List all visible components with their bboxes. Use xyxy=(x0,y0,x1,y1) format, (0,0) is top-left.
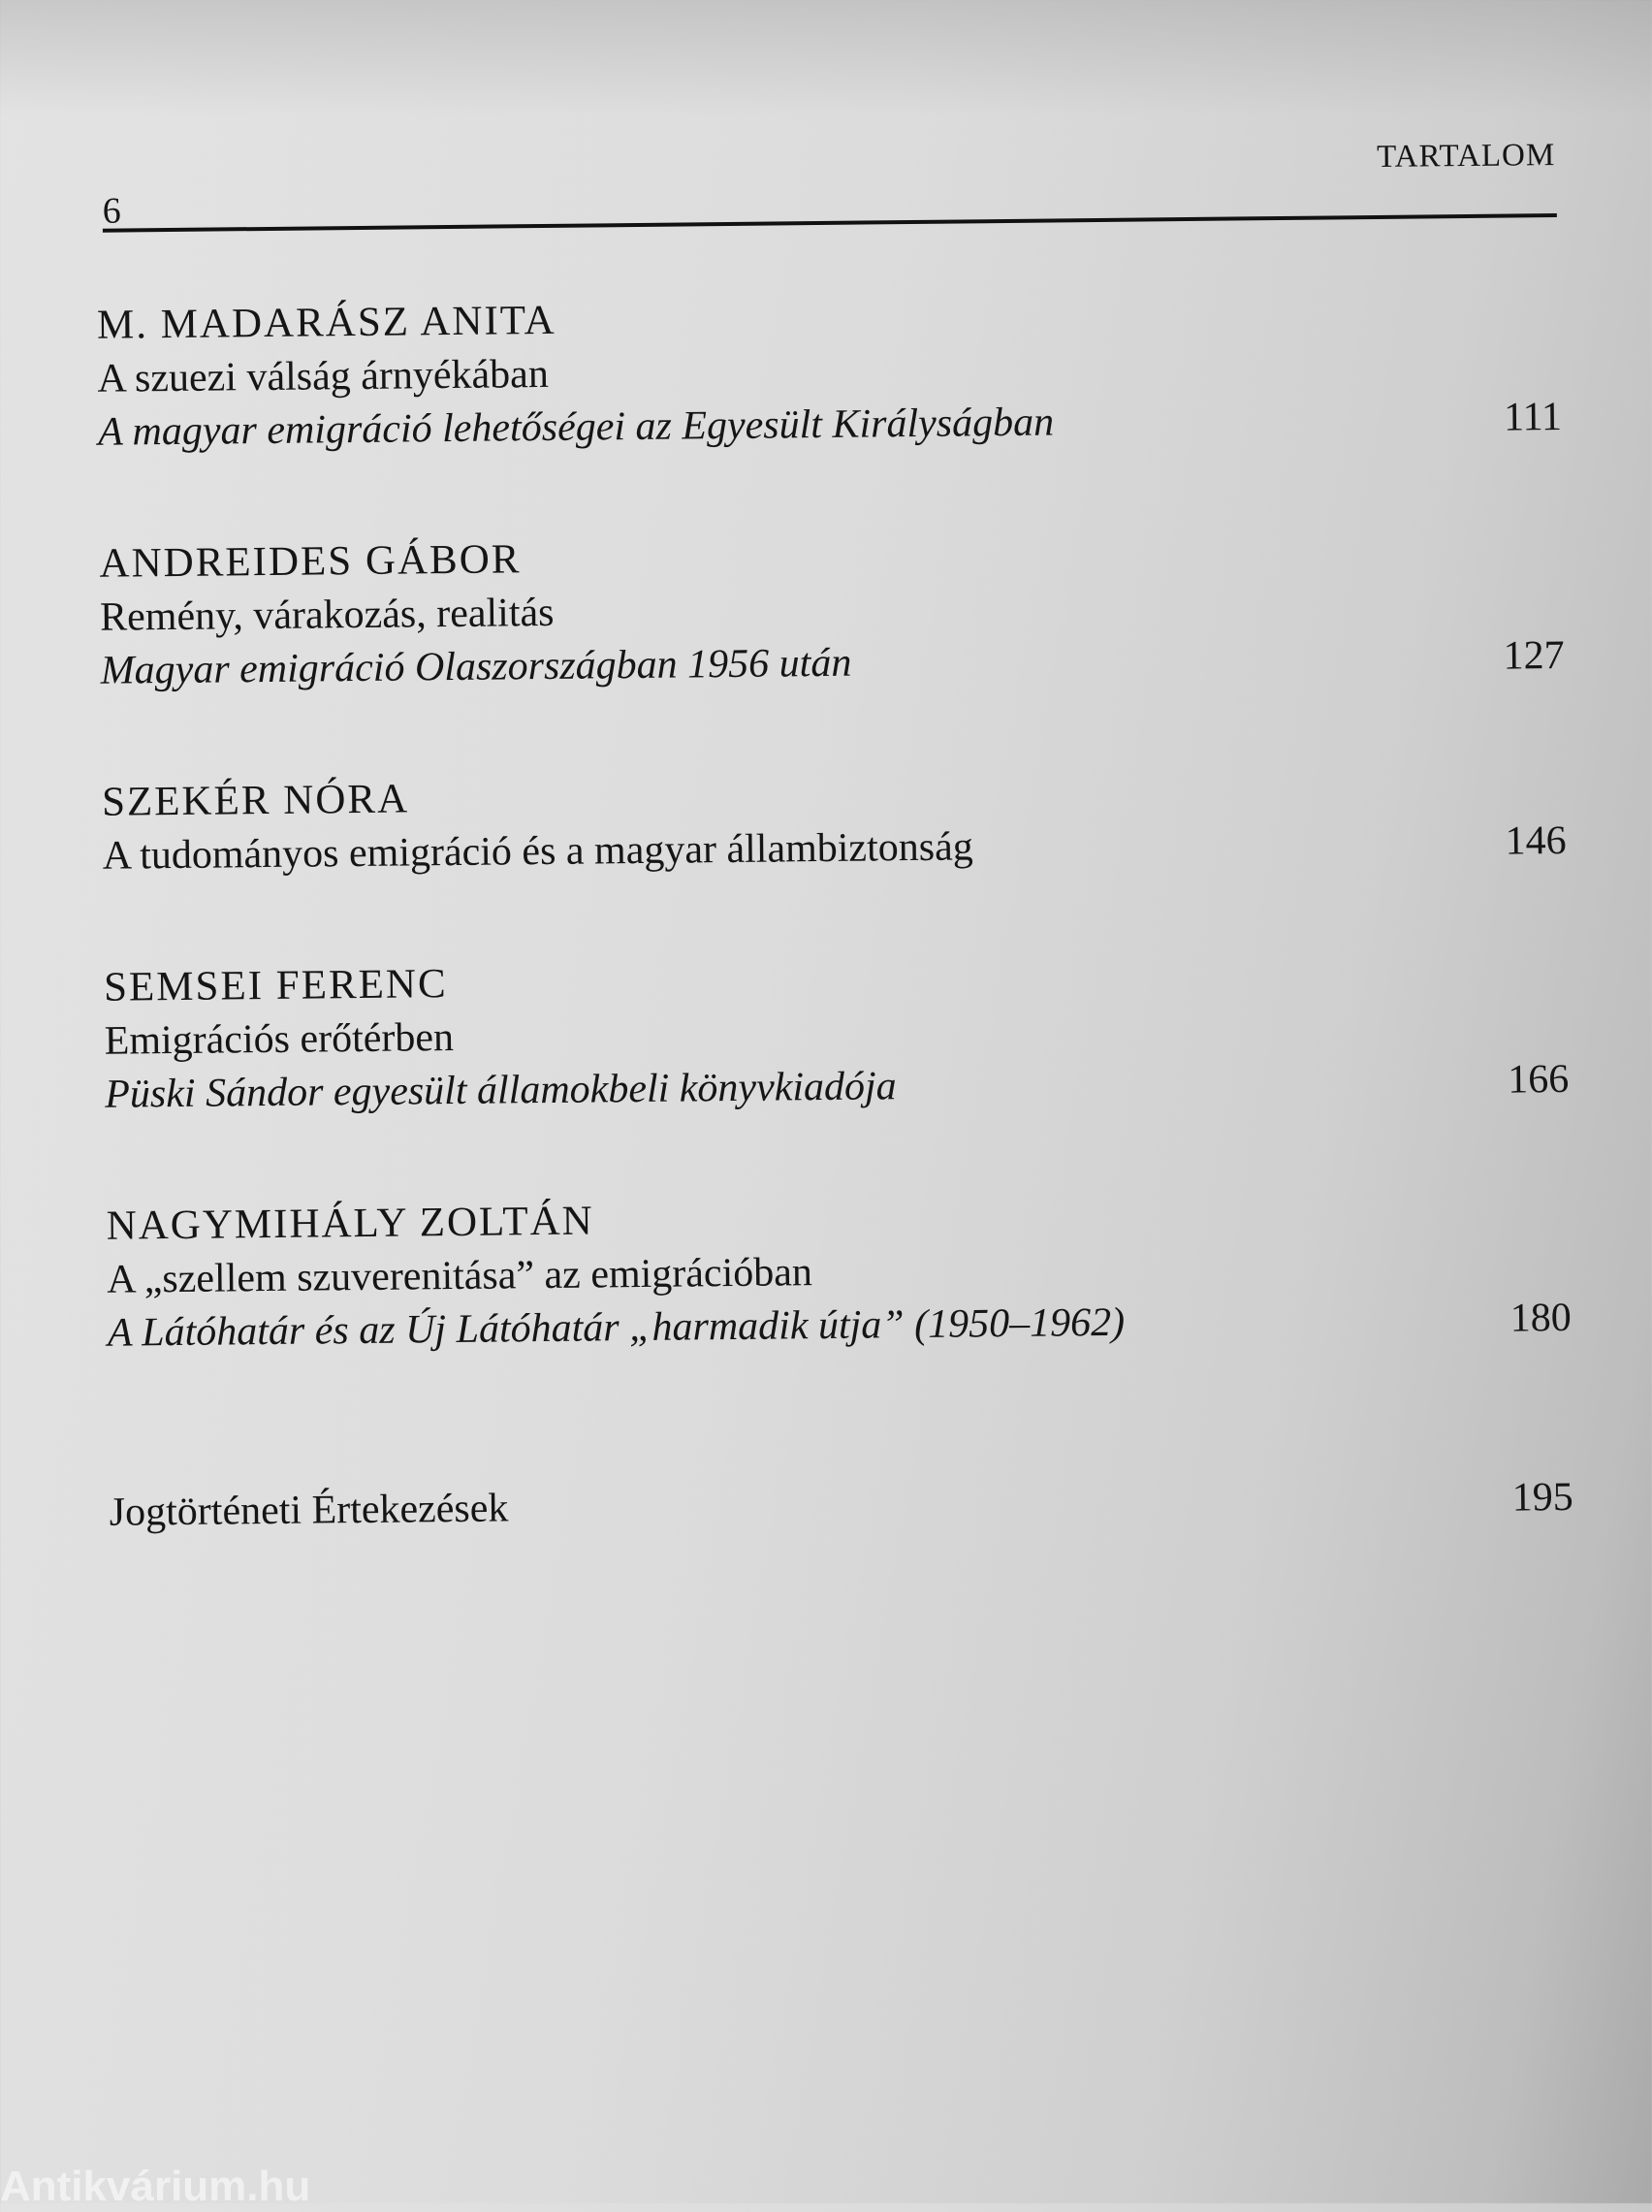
toc-entry xyxy=(102,760,1567,883)
entry-page-number: 127 xyxy=(1503,632,1565,679)
entry-title: Emigrációs erőtérben xyxy=(104,1014,455,1064)
entry-title: Jogtörténeti Értekezések xyxy=(109,1486,509,1535)
entry-author: NAGYMIHÁLY ZOLTÁN xyxy=(106,1198,594,1249)
entry-title: A szuezi válság árnyékában xyxy=(97,351,550,401)
watermark: Antikvárium.hu xyxy=(0,2163,311,2210)
entry-page-number: 180 xyxy=(1509,1295,1572,1341)
entry-page-number: 146 xyxy=(1505,817,1567,864)
entry-author: ANDREIDES GÁBOR xyxy=(99,536,522,587)
entry-author: M. MADARÁSZ ANITA xyxy=(96,297,556,348)
entry-subtitle: A magyar emigráció lehetőségei az Egyesült Királyságban xyxy=(97,400,1055,455)
entry-subtitle: A Látóhatár és az Új Látóhatár „harmadik útja” (1950–1962) xyxy=(107,1299,1126,1356)
entry-title: A „szellem szuverenitása” az emigrációban xyxy=(107,1250,813,1302)
entry-page-number: 166 xyxy=(1507,1056,1570,1103)
entry-author: SEMSEI FERENC xyxy=(103,961,448,1010)
entry-page-number: 111 xyxy=(1503,394,1563,440)
toc-entry xyxy=(106,1184,1572,1361)
entry-author: SZEKÉR NÓRA xyxy=(101,776,410,825)
toc-entry xyxy=(99,522,1565,698)
toc-entry xyxy=(104,946,1570,1122)
running-head: TARTALOM xyxy=(1376,138,1556,175)
entry-title: A tudományos emigráció és a magyar állambiztonság xyxy=(102,824,973,879)
entry-subtitle: Püski Sándor egyesült államokbeli könyvkiadója xyxy=(105,1064,897,1117)
page-number: 6 xyxy=(102,190,121,232)
entry-title: Remény, várakozás, realitás xyxy=(99,590,555,640)
toc-entry xyxy=(97,283,1563,460)
header-rule xyxy=(103,213,1557,233)
entry-subtitle: Magyar emigráció Olaszországban 1956 után xyxy=(100,640,852,693)
table-of-contents xyxy=(97,283,1574,1618)
entry-page-number: 195 xyxy=(1511,1474,1573,1521)
toc-entry xyxy=(109,1471,1573,1540)
